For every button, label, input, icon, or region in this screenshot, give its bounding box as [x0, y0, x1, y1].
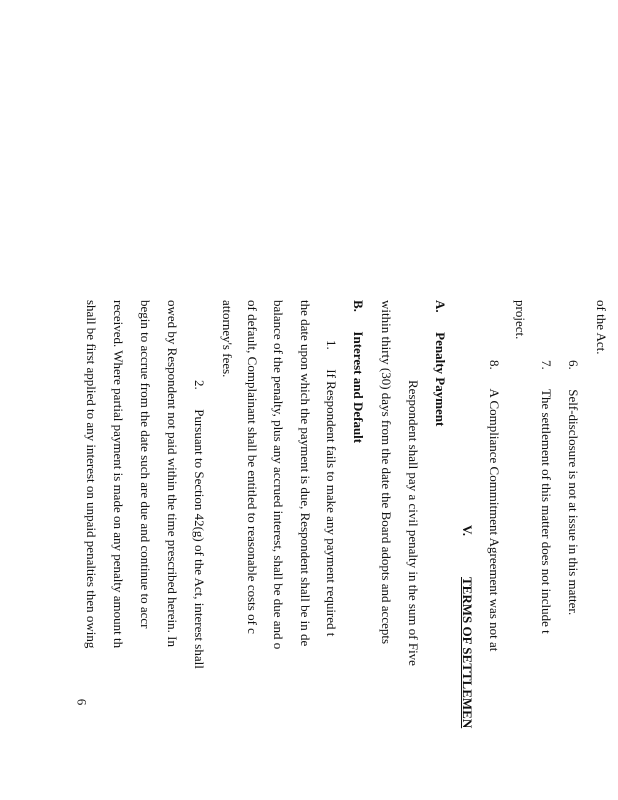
penalty-line-1: Respondent shall pay a civil penalty in the sum of Five [406, 380, 421, 666]
page-number: 6 [74, 698, 90, 706]
section-heading-number: V. [460, 525, 475, 536]
item-8-line: 8. A Compliance Commitment Agreement was not at [487, 360, 502, 652]
default-line-3: balance of the penalty, plus any accrued interest, shall be due and o [271, 300, 286, 650]
item-6-line: 6. Self-disclosure is not at issue in this matter. [566, 360, 581, 616]
subheading-interest-default: B. Interest and Default [351, 300, 366, 444]
section-heading-title: TERMS OF SETTLEMEN [460, 577, 475, 729]
interest-line-4: received. Where partial payment is made on any penalty amount th [111, 300, 126, 649]
interest-line-5: shall be first applied to any interest on unpaid penalties then owing [84, 300, 99, 649]
interest-line-3: begin to accrue from the date such are due and continue to accr [138, 300, 153, 629]
project-line: project. [513, 300, 528, 340]
default-line-5: attorney's fees. [220, 300, 235, 378]
penalty-line-2: within thirty (30) days from the date the Board adopts and accepts [379, 300, 394, 645]
item-7-line: 7. The settlement of this matter does not include t [539, 360, 554, 634]
interest-line-1: 2. Pursuant to Section 42(g) of the Act, interest shall [192, 380, 207, 669]
rotated-text-block [0, 300, 618, 800]
interest-line-2: owed by Respondent not paid within the time prescribed herein. In [165, 300, 180, 647]
subheading-penalty-payment: A. Penalty Payment [433, 300, 448, 427]
line-of-the-act: of the Act. [594, 300, 609, 355]
default-line-4: of default, Complainant shall be entitled to reasonable costs of c [245, 300, 260, 634]
default-line-2: the date upon which the payment is due, Respondent shall be in de [298, 300, 313, 647]
default-line-1: 1. If Respondent fails to make any payment required t [324, 340, 339, 637]
